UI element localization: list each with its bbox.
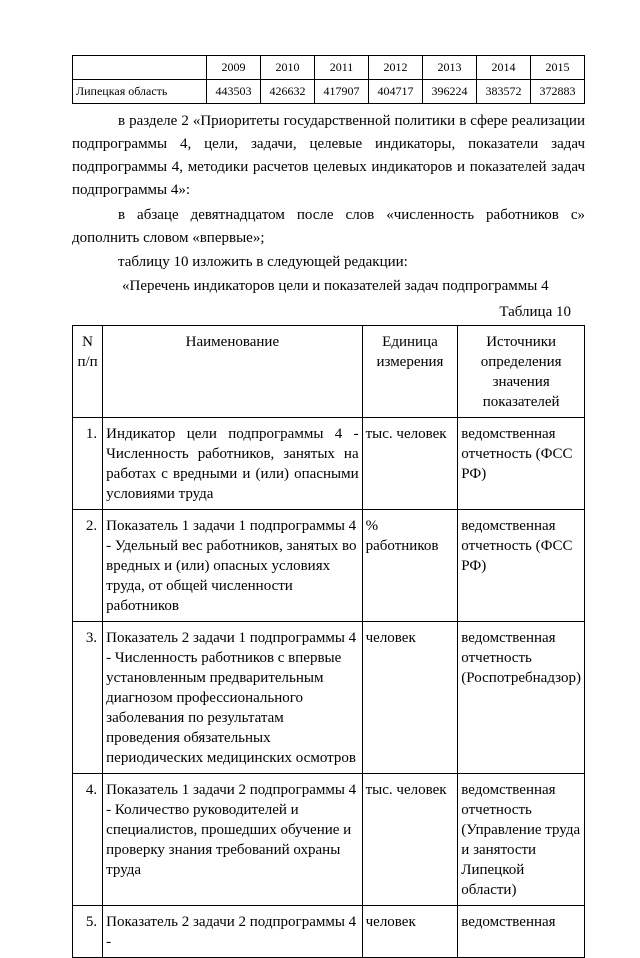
paragraph-line: подпрограммы 4»: [72, 182, 191, 198]
row-name: Показатель 1 задачи 2 подпрограммы 4 - Количество руководителей и специалистов, прошедших обучение и проверку знания требований охраны труда [103, 774, 362, 906]
row-name: Показатель 2 задачи 1 подпрограммы 4 - Численность работников с впервые установленным предварительным диагнозом профессионального заболевания по результатам проведения обязательных периодических медицинских осмотров [103, 622, 362, 774]
paragraph-line: дополнить словом «впервые»; [72, 230, 265, 246]
paragraph-line: таблицу 10 изложить в следующей редакции: [118, 254, 408, 270]
value-cell: 426632 [261, 80, 315, 104]
row-source: ведомственная отчетность (Управление труда и занятости Липецкой области) [458, 774, 585, 906]
row-num: 5. [73, 906, 103, 958]
row-name: Показатель 2 задачи 2 подпрограммы 4 - [103, 906, 362, 958]
empty-header-cell [73, 56, 207, 80]
region-name: Липецкая область [73, 80, 207, 104]
year-cell: 2010 [261, 56, 315, 80]
row-num: 2. [73, 510, 103, 622]
row-num: 4. [73, 774, 103, 906]
row-source: ведомственная отчетность (ФСС РФ) [458, 418, 585, 510]
indicators-table [72, 325, 585, 958]
row-unit: тыс. человек [362, 418, 458, 510]
year-cell: 2009 [207, 56, 261, 80]
table-row [73, 510, 585, 622]
value-cell: 404717 [369, 80, 423, 104]
paragraph-line: в разделе 2 «Приоритеты государственной политики в сфере реализации [118, 113, 585, 129]
row-source: ведомственная отчетность (ФСС РФ) [458, 510, 585, 622]
table-row [73, 418, 585, 510]
value-cell: 372883 [531, 80, 585, 104]
table-row [73, 774, 585, 906]
row-unit: % работников [362, 510, 458, 622]
year-cell: 2014 [477, 56, 531, 80]
year-cell: 2011 [315, 56, 369, 80]
table-caption: Таблица 10 [499, 304, 571, 320]
row-num: 3. [73, 622, 103, 774]
table-row [73, 906, 585, 958]
header-name: Наименование [103, 326, 362, 418]
years-table [72, 55, 585, 104]
value-cell: 396224 [423, 80, 477, 104]
years-data-row [73, 80, 585, 104]
year-cell: 2015 [531, 56, 585, 80]
row-num: 1. [73, 418, 103, 510]
value-cell: 443503 [207, 80, 261, 104]
year-cell: 2013 [423, 56, 477, 80]
paragraph-line: подпрограммы 4, методики расчетов целевых индикаторов и показателей задач [72, 159, 585, 175]
paragraph-line: подпрограммы 4, цели, задачи, целевые индикаторы, показатели задач [72, 136, 585, 152]
value-cell: 417907 [315, 80, 369, 104]
paragraph-line: в абзаце девятнадцатом после слов «численность работников с» [118, 207, 585, 223]
row-name: Индикатор цели подпрограммы 4 - Численность работников, занятых на работах с вредными и (или) опасными условиями труда [103, 418, 362, 510]
header-num: N п/п [73, 326, 103, 418]
table-header-row [73, 326, 585, 418]
row-unit: человек [362, 906, 458, 958]
year-cell: 2012 [369, 56, 423, 80]
table-title: «Перечень индикаторов цели и показателей задач подпрограммы 4 [122, 278, 549, 294]
header-source: Источники определения значения показателей [458, 326, 585, 418]
row-unit: тыс. человек [362, 774, 458, 906]
row-source: ведомственная [458, 906, 585, 958]
table-row [73, 622, 585, 774]
years-header-row [73, 56, 585, 80]
row-source: ведомственная отчетность (Роспотребнадзор) [458, 622, 585, 774]
header-unit: Единица измерения [362, 326, 458, 418]
value-cell: 383572 [477, 80, 531, 104]
row-name: Показатель 1 задачи 1 подпрограммы 4 - Удельный вес работников, занятых во вредных и (или) опасных условиях труда, от общей численности работников [103, 510, 362, 622]
row-unit: человек [362, 622, 458, 774]
